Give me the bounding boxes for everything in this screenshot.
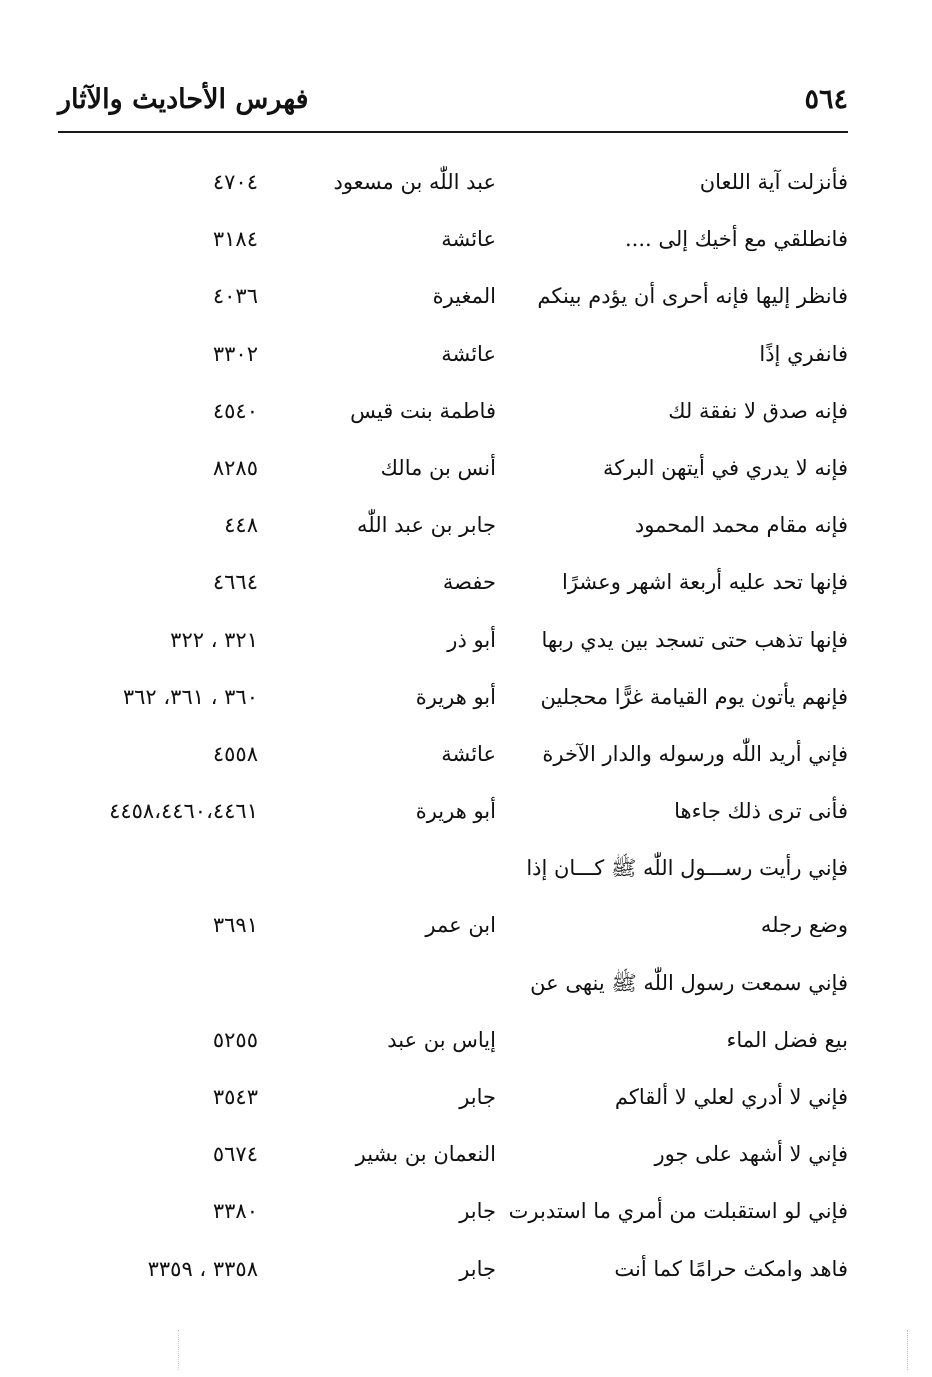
page-header xyxy=(58,72,848,130)
narrator-name: أبو ذر xyxy=(447,627,496,652)
hadith-text: فانفري إذًا xyxy=(759,341,848,366)
index-entry xyxy=(40,725,848,782)
hadith-text: فإني سمعت رسول اللّٰه ﷺ ينهى عن xyxy=(530,970,848,995)
scan-margin-mark xyxy=(903,1330,908,1370)
narrator-name: جابر بن عبد اللّٰه xyxy=(356,513,496,538)
index-entry xyxy=(40,153,848,210)
hadith-numbers: ٣١٨٤ xyxy=(212,227,258,252)
index-entry xyxy=(40,1182,848,1239)
narrator-name: النعمان بن بشير xyxy=(355,1142,496,1167)
hadith-numbers: ٤٥٥٨ xyxy=(212,741,258,766)
scan-margin-mark xyxy=(178,1330,183,1370)
narrator-name: جابر xyxy=(459,1256,496,1281)
index-entry xyxy=(40,839,848,896)
hadith-numbers: ٣٦٠ ، ٣٦١، ٣٦٢ xyxy=(122,684,258,709)
index-entry xyxy=(40,668,848,725)
narrator-name: عائشة xyxy=(441,227,496,252)
hadith-numbers: ٤٠٣٦ xyxy=(212,284,258,309)
index-entry xyxy=(40,496,848,553)
hadith-text: فإني أريد اللّٰه ورسوله والدار الآخرة xyxy=(542,741,848,766)
hadith-text: فإني رأيت رســـول اللّٰه ﷺ كـــان إذا xyxy=(526,856,848,881)
index-entry xyxy=(40,325,848,382)
index-entry xyxy=(40,1125,848,1182)
index-entry xyxy=(40,439,848,496)
narrator-name: حفصة xyxy=(442,570,496,595)
hadith-text: فإني لو استقبلت من أمري ما استدبرت xyxy=(508,1199,848,1224)
hadith-text: فإنه مقام محمد المحمود xyxy=(634,513,848,538)
narrator-name: جابر xyxy=(459,1085,496,1109)
hadith-text: وضع رجله xyxy=(760,913,848,938)
index-entry xyxy=(40,1068,848,1125)
index-entry xyxy=(40,954,848,1011)
hadith-text: فإنه لا يدري في أيتهن البركة xyxy=(603,455,848,480)
hadith-numbers: ٣٢١ ، ٣٢٢ xyxy=(170,627,258,652)
header-divider xyxy=(58,131,848,133)
hadith-index-list xyxy=(40,153,848,1297)
hadith-numbers: ٣٣٥٨ ، ٣٣٥٩ xyxy=(147,1256,258,1281)
hadith-text: فأنى ترى ذلك جاءها xyxy=(674,799,848,824)
narrator-name: المغيرة xyxy=(432,284,496,309)
index-entry xyxy=(40,210,848,267)
hadith-text: فإنها تحد عليه أربعة اشهر وعشرًا xyxy=(562,570,848,595)
hadith-text: فإنه صدق لا نفقة لك xyxy=(668,398,848,423)
hadith-text: فإني لا أدري لعلي لا ألقاكم xyxy=(614,1085,848,1109)
hadith-text: فإنها تذهب حتى تسجد بين يدي ربها xyxy=(541,627,848,652)
hadith-numbers: ٥٢٥٥ xyxy=(212,1027,258,1052)
hadith-numbers: ٤٧٠٤ xyxy=(212,170,258,194)
hadith-numbers: ٣٣٨٠ xyxy=(212,1199,258,1224)
hadith-text: فإنهم يأتون يوم القيامة غرًّا محجلين xyxy=(540,684,848,709)
narrator-name: عائشة xyxy=(441,341,496,366)
hadith-numbers: ٣٦٩١ xyxy=(212,913,258,938)
hadith-text: بيع فضل الماء xyxy=(726,1027,848,1052)
hadith-text: فانطلقي مع أخيك إلى .... xyxy=(624,227,848,252)
index-entry xyxy=(40,267,848,324)
narrator-name: جابر xyxy=(459,1199,496,1224)
hadith-numbers: ٤٦٦٤ xyxy=(212,570,258,595)
hadith-numbers: ٤٥٤٠ xyxy=(212,398,258,423)
index-entry xyxy=(40,382,848,439)
hadith-numbers: ٤٤٨ xyxy=(224,513,258,538)
hadith-numbers: ٣٣٠٢ xyxy=(212,341,258,366)
hadith-numbers: ٤٤٥٨،٤٤٦٠،٤٤٦١ xyxy=(109,799,258,824)
index-entry xyxy=(40,1240,848,1297)
index-entry xyxy=(40,553,848,610)
index-entry xyxy=(40,896,848,953)
narrator-name: عبد اللّٰه بن مسعود xyxy=(333,170,496,194)
hadith-numbers: ٣٥٤٣ xyxy=(212,1085,258,1109)
narrator-name: عائشة xyxy=(441,741,496,766)
hadith-text: فإني لا أشهد على جور xyxy=(654,1142,848,1167)
narrator-name: أنس بن مالك xyxy=(380,455,496,480)
hadith-text: فانظر إليها فإنه أحرى أن يؤدم بينكم xyxy=(537,284,848,309)
hadith-numbers: ٥٦٧٤ xyxy=(212,1142,258,1167)
index-entry xyxy=(40,782,848,839)
hadith-numbers: ٨٢٨٥ xyxy=(212,455,258,480)
narrator-name: أبو هريرة xyxy=(415,799,496,824)
hadith-text: فاهد وامكث حرامًا كما أنت xyxy=(614,1256,848,1281)
index-entry xyxy=(40,1011,848,1068)
running-title: فهرس الأحاديث والآثار xyxy=(58,84,309,115)
narrator-name: ابن عمر xyxy=(425,913,496,938)
narrator-name: أبو هريرة xyxy=(415,684,496,709)
index-entry xyxy=(40,611,848,668)
hadith-text: فأنزلت آية اللعان xyxy=(699,170,848,194)
narrator-name: إياس بن عبد xyxy=(387,1027,496,1052)
page-number: ٥٦٤ xyxy=(804,84,848,115)
narrator-name: فاطمة بنت قيس xyxy=(350,398,496,423)
